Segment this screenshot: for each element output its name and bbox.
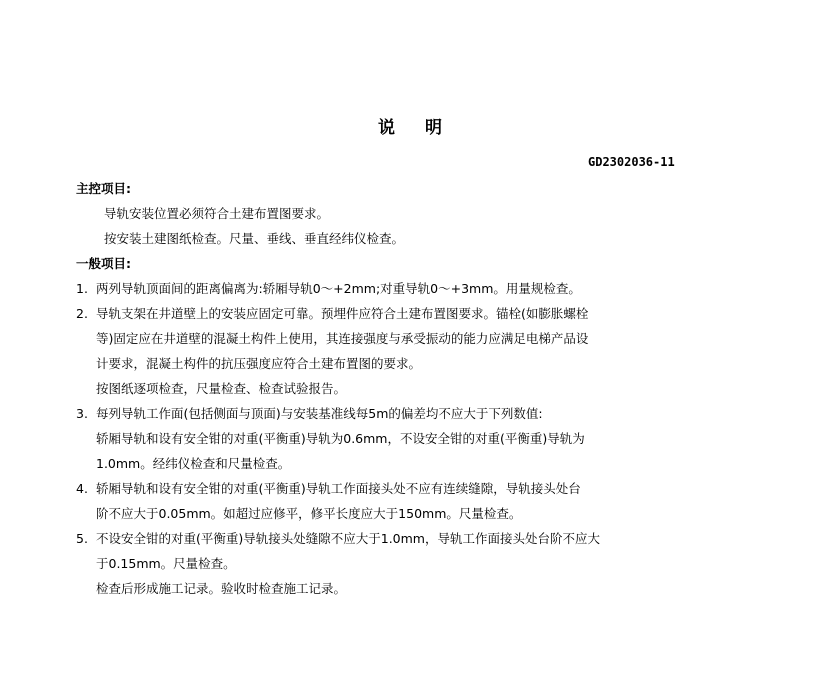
- item-number: 2.: [76, 306, 88, 321]
- document-number: GD2302036-11: [588, 155, 675, 169]
- item-text: 检查后形成施工记录。验收时检查施工记录。: [96, 581, 347, 596]
- list-item: [76, 406, 543, 422]
- item-text: 按图纸逐项检查，尺量检查、检查试验报告。: [96, 381, 347, 396]
- list-item: [76, 531, 600, 547]
- item-text: 导轨支架在井道壁上的安装应固定可靠。预埋件应符合土建布置图要求。锚栓(如膨胀螺栓: [96, 306, 589, 321]
- item-number: 5.: [76, 531, 88, 546]
- item-number: 4.: [76, 481, 88, 496]
- item-text: 轿厢导轨和设有安全钳的对重(平衡重)导轨工作面接头处不应有连续缝隙，导轨接头处台: [96, 481, 581, 496]
- item-text: 计要求，混凝土构件的抗压强度应符合土建布置图的要求。: [96, 356, 422, 371]
- item-number: 1.: [76, 281, 88, 296]
- item-text: 阶不应大于0.05mm。如超过应修平，修平长度应大于150mm。尺量检查。: [96, 506, 522, 521]
- title-char-2: 明: [425, 118, 442, 138]
- list-item: [76, 281, 581, 297]
- item-text: 1.0mm。经纬仪检查和尺量检查。: [96, 456, 291, 471]
- item-text: 轿厢导轨和设有安全钳的对重(平衡重)导轨为0.6mm，不设安全钳的对重(平衡重)导轨为: [96, 431, 585, 446]
- item-text: 等)固定应在井道壁的混凝土构件上使用，其连接强度与承受振动的能力应满足电梯产品设: [96, 331, 589, 346]
- item-text: 于0.15mm。尺量检查。: [96, 556, 236, 571]
- list-item: [76, 481, 581, 497]
- main-items-heading: 主控项目:: [76, 181, 131, 196]
- item-number: 3.: [76, 406, 88, 421]
- general-items-heading: 一般项目:: [76, 256, 131, 271]
- item-text: 每列导轨工作面(包括侧面与顶面)与安装基准线每5m的偏差均不应大于下列数值:: [96, 406, 543, 421]
- item-text: 不设安全钳的对重(平衡重)导轨接头处缝隙不应大于1.0mm，导轨工作面接头处台阶不应大: [96, 531, 600, 546]
- title-char-1: 说: [378, 118, 395, 138]
- main-line: 按安装土建图纸检查。尺量、垂线、垂直经纬仪检查。: [104, 231, 405, 246]
- list-item: [76, 306, 588, 322]
- main-line: 导轨安装位置必须符合土建布置图要求。: [104, 206, 330, 221]
- page-title: [378, 113, 442, 138]
- item-text: 两列导轨顶面间的距离偏离为:轿厢导轨0～+2mm;对重导轨0～+3mm。用量规检查。: [96, 281, 581, 296]
